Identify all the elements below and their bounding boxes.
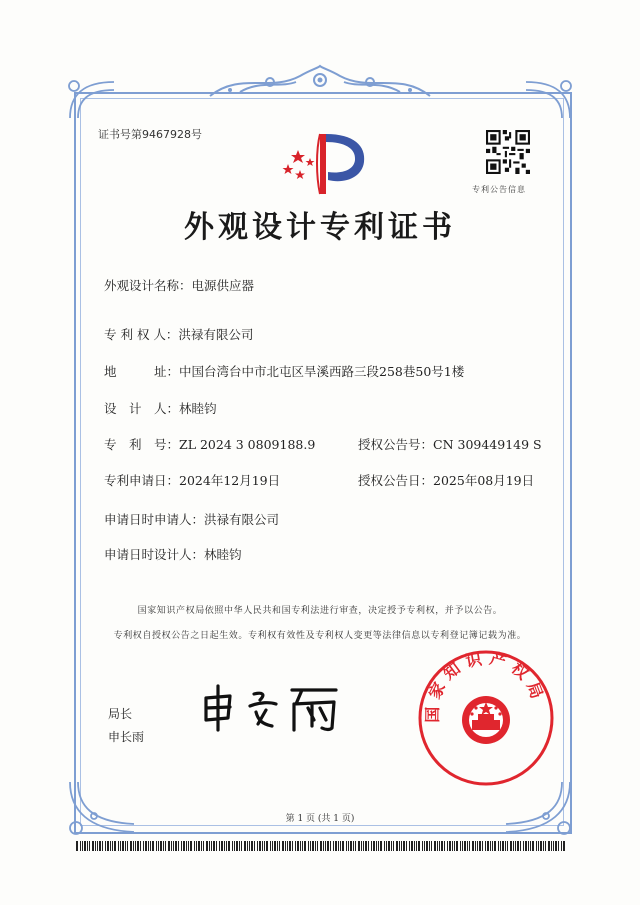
barcode-bar [118,841,119,851]
barcode-bar [287,841,288,851]
barcode-bar [386,841,387,851]
barcode-bar [289,841,291,851]
barcode-bar [498,841,499,851]
field-designer [104,399,217,417]
barcode-bar [368,841,369,851]
barcode-bar [422,841,423,851]
barcode-bar [373,841,375,851]
barcode-bar [87,841,88,851]
barcode-bar [89,841,90,851]
field-value: 林睦钧 [204,547,242,562]
barcode-bar [310,841,311,851]
barcode-bar [532,841,534,851]
barcode-bar [160,841,162,851]
barcode-bar [350,841,352,851]
barcode-bar [175,841,177,851]
barcode-bar [391,841,392,851]
barcode-bar [302,841,303,851]
barcode-bar [500,841,501,851]
barcode-bar [145,841,147,851]
barcode-bar [502,841,504,851]
barcode-bar [454,841,455,851]
barcode-bar [178,841,179,851]
field-value: 中国台湾台中市北屯区旱溪西路三段258巷50号1楼 [179,364,465,379]
barcode-bar [224,841,225,851]
field-value: 洪禄有限公司 [178,327,254,342]
barcode-bar [558,841,559,851]
barcode-bar [198,841,200,851]
field-applicant-at-filing [104,510,279,528]
barcode-bar [437,841,438,851]
barcode-bar [84,841,86,851]
barcode-bar [203,841,204,851]
field-value: 洪禄有限公司 [204,512,280,527]
barcode-bar [525,841,527,851]
barcode-bar [414,841,415,851]
barcode-bar [228,841,230,851]
barcode-bar [150,841,151,851]
barcode-bar [213,841,215,851]
barcode-bar [353,841,354,851]
barcode-bar [327,841,329,851]
barcode-bar [469,841,470,851]
barcode-bar [317,841,318,851]
barcode-bar [553,841,554,851]
barcode-bar [282,841,284,851]
barcode-bar [464,841,466,851]
barcode-bar [447,841,448,851]
barcode-bar [285,841,286,851]
field-patentee [104,325,253,343]
barcode-bar [517,841,519,851]
barcode-bar [426,841,428,851]
director-title: 局长 [108,707,133,721]
barcode-bar [304,841,306,851]
barcode-bar [333,841,334,851]
field-label: 专 利 权 人： [104,327,179,342]
barcode-bar [424,841,425,851]
top-ornament [200,62,440,102]
barcode-bar [456,841,458,851]
barcode-bar [171,841,172,851]
barcode-bar [371,841,372,851]
barcode-bar [361,841,362,851]
barcode-bar [219,841,220,851]
barcode-bar [257,841,258,851]
field-label: 地 址： [104,364,180,379]
field-label: 授权公告号： [358,437,434,452]
barcode-bar [105,841,106,851]
barcode-bar [259,841,261,851]
field-label: 设 计 人： [104,401,180,416]
barcode-bar [190,841,192,851]
barcode-bar [513,841,514,851]
barcode-bar [264,841,265,851]
barcode-bar [112,841,113,851]
field-value: 林睦钧 [179,401,217,416]
qr-caption: 专利公告信息 [472,185,526,194]
barcode-bar [520,841,521,851]
cnipa-logo [276,120,372,200]
barcode-bar [467,841,468,851]
field-grant-number [358,435,542,453]
official-seal [416,648,556,788]
barcode-bar [135,841,136,851]
barcode-bar [173,841,174,851]
barcode-bar [429,841,430,851]
barcode-bar [434,841,436,851]
statement-line-2: 专利权自授权公告之日起生效。专利权有效性及专利权人变更等法律信息以专利登记簿记载为准。 [113,631,527,641]
barcode-bar [163,841,164,851]
barcode-bar [110,841,111,851]
field-label: 申请日时设计人： [104,547,205,562]
certificate-number: 证书号第9467928号 [98,128,202,141]
barcode-bar [320,841,322,851]
barcode-bar [194,841,195,851]
barcode-bar [487,841,489,851]
barcode-bar [211,841,212,851]
barcode-bar [363,841,364,851]
barcode-bar [485,841,486,851]
barcode-bar [76,841,78,851]
barcode-bar [376,841,377,851]
qr-code-icon [486,130,530,174]
statement-line-1: 国家知识产权局依照中华人民共和国专利法进行审查，决定授予专利权，并予以公告。 [137,606,503,616]
svg-text:国家知识产权局: 国家知识产权局 [422,648,549,723]
barcode-bar [472,841,474,851]
barcode-bar [186,841,187,851]
barcode-bar [92,841,94,851]
barcode-bar [279,841,280,851]
barcode-bar [130,841,132,851]
field-design-name [104,276,254,294]
director-signature [196,680,346,736]
barcode-bar [181,841,182,851]
barcode-bar [479,841,481,851]
barcode-bar [452,841,453,851]
barcode-bar [401,841,402,851]
barcode-bar [122,841,124,851]
barcode-bar [82,841,83,851]
barcode-bar [396,841,398,851]
barcode-bar [528,841,529,851]
barcode-bar [95,841,96,851]
barcode-bar [241,841,242,851]
barcode-bar [416,841,417,851]
barcode-bar [418,841,420,851]
certificate-title: 外观设计专利证书 [184,210,456,245]
barcode-bar [462,841,463,851]
barcode-bar [538,841,539,851]
director-name: 申长雨 [108,730,145,744]
barcode-bar [545,841,546,851]
barcode-bar [490,841,491,851]
barcode-bar [270,841,271,851]
barcode-bar [409,841,410,851]
barcode-bar [399,841,400,851]
field-designer-at-filing [104,545,242,563]
barcode-bar [380,841,382,851]
field-label: 外观设计名称： [104,278,192,293]
barcode-bar [505,841,506,851]
barcode-bar [355,841,356,851]
barcode-bar [133,841,134,851]
page-number: 第 1 页 (共 1 页) [285,814,355,824]
barcode-bar [272,841,273,851]
barcode-bar [97,841,98,851]
field-value: 2025年08月19日 [433,473,535,488]
barcode-bar [168,841,170,851]
barcode-bar [274,841,276,851]
barcode-bar [297,841,299,851]
barcode-bar [507,841,508,851]
barcode-bar [221,841,223,851]
barcode-bar [312,841,314,851]
barcode-bar [523,841,524,851]
barcode-bar [378,841,379,851]
barcode-bar [548,841,550,851]
barcode-bar [536,841,537,851]
barcode-bar [358,841,360,851]
corner-ornament-bottom-left [64,776,144,840]
barcode-bar [80,841,81,851]
barcode-bar [226,841,227,851]
barcode-bar [254,841,255,851]
barcode-bar [403,841,405,851]
barcode-bar [300,841,301,851]
barcode-bar [492,841,493,851]
barcode-bar [444,841,445,851]
field-value: 2024年12月19日 [179,473,281,488]
field-label: 专利申请日： [104,473,180,488]
barcode-bar [114,841,116,851]
barcode-bar [515,841,516,851]
barcode-bar [216,841,217,851]
barcode-bar [244,841,246,851]
field-value: 电源供应器 [191,278,255,293]
barcode-bar [325,841,326,851]
barcode-bar [346,841,347,851]
barcode-bar [530,841,531,851]
barcode-bar [494,841,496,851]
barcode-bar [156,841,157,851]
barcode-bar [148,841,149,851]
barcode-bar [475,841,476,851]
national-emblem-icon [462,696,510,744]
barcode-bar [315,841,316,851]
barcode-bar [348,841,349,851]
barcode-bar [152,841,154,851]
barcode-bar [127,841,128,851]
barcode-bar [393,841,394,851]
barcode-bar [165,841,166,851]
barcode-bar [342,841,344,851]
barcode-bar [338,841,339,851]
barcode-bar [158,841,159,851]
field-patent-number [104,435,315,453]
barcode-bar [140,841,141,851]
barcode-strip [76,841,566,851]
barcode-bar [196,841,197,851]
barcode-bar [449,841,451,851]
barcode-bar [183,841,185,851]
barcode-bar [188,841,189,851]
field-label: 申请日时申请人： [104,512,205,527]
barcode-bar [236,841,238,851]
field-label: 授权公告日： [358,473,434,488]
barcode-bar [206,841,208,851]
barcode-bar [482,841,483,851]
barcode-bar [209,841,210,851]
barcode-bar [477,841,478,851]
barcode-bar [441,841,443,851]
barcode-bar [460,841,461,851]
barcode-bar [125,841,126,851]
barcode-bar [388,841,390,851]
barcode-bar [563,841,565,851]
field-address [104,362,464,380]
field-value: CN 309449149 S [433,437,542,452]
barcode-bar [335,841,337,851]
corner-ornament-top-left [64,74,124,124]
barcode-bar [561,841,562,851]
barcode-bar [143,841,144,851]
barcode-bar [384,841,385,851]
corner-ornament-top-right [516,74,576,124]
barcode-bar [308,841,309,851]
barcode-bar [411,841,413,851]
barcode-bar [137,841,139,851]
barcode-bar [295,841,296,851]
barcode-bar [543,841,544,851]
barcode-bar [555,841,557,851]
barcode-bar [510,841,512,851]
barcode-bar [330,841,331,851]
barcode-bar [232,841,233,851]
barcode-bar [262,841,263,851]
barcode-bar [107,841,109,851]
field-value: ZL 2024 3 0809188.9 [179,437,316,452]
barcode-bar [102,841,103,851]
barcode-bar [234,841,235,851]
field-label: 专 利 号： [104,437,180,452]
barcode-bar [292,841,293,851]
barcode-bar [431,841,432,851]
barcode-bar [266,841,268,851]
barcode-bar [406,841,407,851]
field-filing-date [104,471,280,489]
barcode-bar [201,841,202,851]
barcode-bar [540,841,542,851]
barcode-bar [99,841,101,851]
barcode-bar [365,841,367,851]
barcode-bar [247,841,248,851]
barcode-bar [340,841,341,851]
barcode-bar [249,841,250,851]
barcode-bar [551,841,552,851]
barcode-bar [239,841,240,851]
barcode-bar [120,841,121,851]
barcode-bar [251,841,253,851]
barcode-bar [277,841,278,851]
field-grant-date [358,471,534,489]
barcode-bar [323,841,324,851]
barcode-bar [439,841,440,851]
